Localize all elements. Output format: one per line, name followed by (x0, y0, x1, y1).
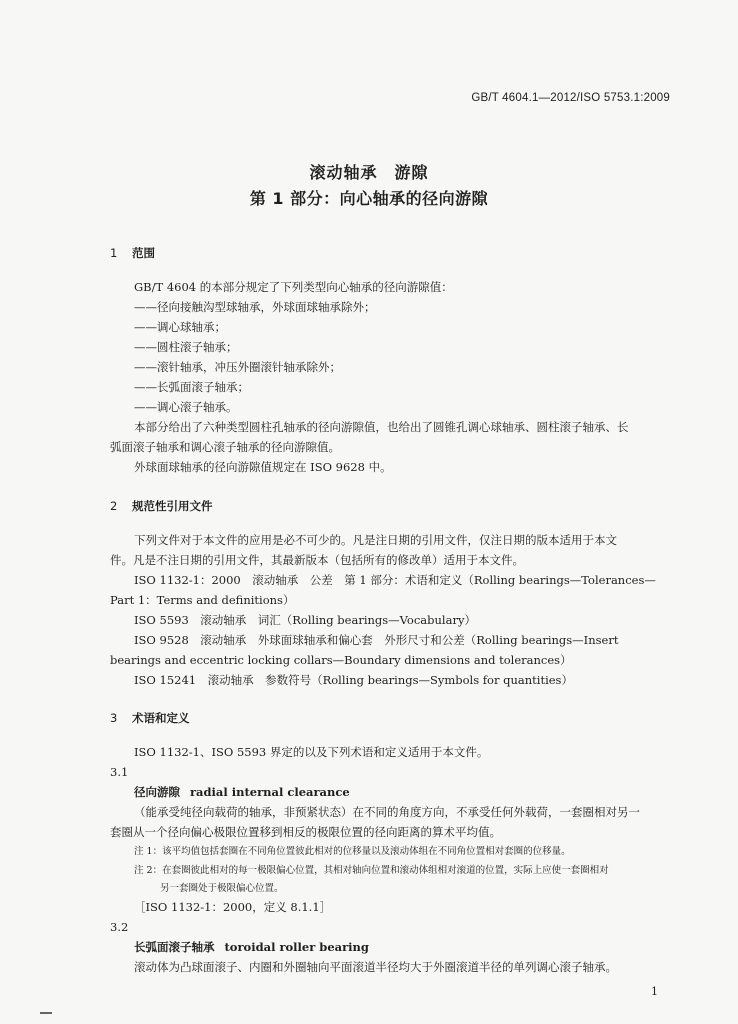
paragraph-line: GB/T 4604 的本部分规定了下列类型向心轴承的径向游隙值： (134, 280, 453, 294)
section-1-heading (110, 245, 155, 261)
document-title-line1: 滚动轴承 游隙 (309, 163, 429, 182)
paragraph-line: 弧面滚子轴承和调心滚子轴承的径向游隙值。 (110, 440, 340, 454)
source-citation: ［ISO 1132-1：2000，定义 8.1.1］ (134, 900, 332, 914)
definition-line: 套圈从一个径向偏心极限位置移到相反的极限位置的径向距离的算术平均值。 (110, 825, 501, 839)
list-item: ——滚针轴承，冲压外圈滚针轴承除外； (134, 360, 341, 374)
definition-line: 滚动体为凸球面滚子、内圈和外圈轴向平面滚道半径均大于外圈滚道半径的单列调心滚子轴承。 (134, 960, 617, 974)
section-title: 术语和定义 (132, 711, 190, 725)
term-english: radial internal clearance (190, 785, 350, 799)
standard-reference: GB/T 4604.1—2012/ISO 5753.1:2009 (471, 92, 670, 104)
list-item: ——圆柱滚子轴承； (134, 340, 238, 354)
note-line: 注 1：该平均值包括套圈在不同角位置彼此相对的位移量以及滚动体组在不同角位置相对套圈的位移量。 (134, 846, 571, 857)
reference-entry: Part 1：Terms and definitions） (110, 593, 295, 607)
reference-entry: ISO 1132-1：2000 滚动轴承 公差 第 1 部分：术语和定义（Rolling bearings—Tolerances— (134, 573, 656, 587)
document-title-line2: 第 1 部分：向心轴承的径向游隙 (249, 189, 489, 208)
section-title: 规范性引用文件 (132, 499, 213, 513)
term-english: toroidal roller bearing (224, 940, 369, 954)
note-line: 另一套圈处于极限偏心位置。 (160, 883, 284, 894)
reference-entry: bearings and eccentric locking collars—Boundary dimensions and tolerances） (110, 653, 572, 667)
clause-number: 3.1 (110, 765, 129, 779)
page-number: 1 (651, 985, 658, 998)
note-line: 注 2：在套圈彼此相对的每一极限偏心位置，其相对轴向位置和滚动体组相对滚道的位置，实际上应使一套圈相对 (134, 865, 609, 876)
scan-edge-mark (40, 1012, 52, 1014)
paragraph-line: 件。凡是不注日期的引用文件，其最新版本（包括所有的修改单）适用于本文件。 (110, 553, 524, 567)
term-chinese: 长弧面滚子轴承 (134, 940, 215, 954)
term-entry (134, 942, 369, 954)
reference-entry: ISO 5593 滚动轴承 词汇（Rolling bearings—Vocabulary） (134, 613, 476, 627)
list-item: ——长弧面滚子轴承； (134, 380, 249, 394)
section-number: 3 (110, 711, 118, 725)
section-number: 1 (110, 246, 118, 260)
list-item: ——调心球轴承； (134, 320, 226, 334)
reference-entry: ISO 15241 滚动轴承 参数符号（Rolling bearings—Symbols for quantities） (134, 673, 573, 687)
reference-entry: ISO 9528 滚动轴承 外球面球轴承和偏心套 外形尺寸和公差（Rolling bearings—Insert (134, 633, 619, 647)
list-item: ——调心滚子轴承。 (134, 400, 238, 414)
list-item: ——径向接触沟型球轴承，外球面球轴承除外； (134, 300, 376, 314)
section-title: 范围 (132, 246, 156, 260)
term-chinese: 径向游隙 (134, 785, 180, 799)
section-2-heading (110, 498, 213, 514)
paragraph-line: 外球面球轴承的径向游隙值规定在 ISO 9628 中。 (134, 460, 392, 474)
clause-number: 3.2 (110, 920, 129, 934)
definition-line: （能承受纯径向载荷的轴承，非预紧状态）在不同的角度方向，不承受任何外载荷，一套圈相对另一 (134, 805, 640, 819)
section-number: 2 (110, 499, 118, 513)
section-3-heading (110, 710, 190, 726)
term-entry (134, 787, 350, 799)
paragraph-line: 本部分给出了六种类型圆柱孔轴承的径向游隙值，也给出了圆锥孔调心球轴承、圆柱滚子轴承、长 (134, 420, 629, 434)
paragraph-line: 下列文件对于本文件的应用是必不可少的。凡是注日期的引用文件，仅注日期的版本适用于本文 (134, 533, 617, 547)
paragraph-line: ISO 1132-1、ISO 5593 界定的以及下列术语和定义适用于本文件。 (134, 745, 489, 759)
